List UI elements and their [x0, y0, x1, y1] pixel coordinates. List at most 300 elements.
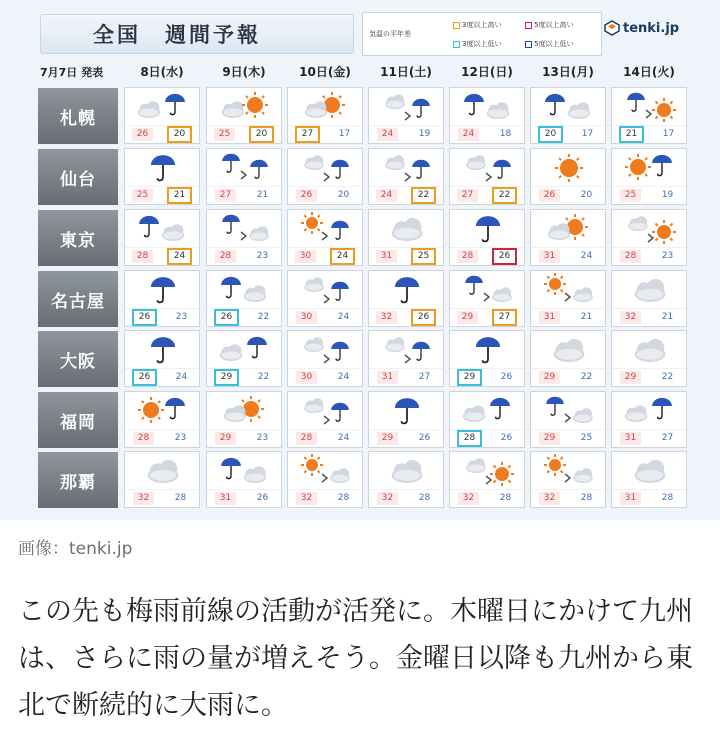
temperature-row [531, 489, 605, 507]
city-label: 東京 [38, 210, 118, 266]
temperature-row [288, 489, 362, 507]
cloud-then-sun-icon [614, 210, 686, 248]
max-temp: 30 [296, 371, 317, 384]
max-temp: 21 [619, 126, 644, 143]
umbrella-shape [627, 93, 645, 111]
forecast-title-banner [40, 14, 354, 54]
max-temp: 30 [295, 250, 316, 263]
temperature-row [450, 125, 524, 143]
min-temp: 20 [337, 190, 350, 200]
rain-icon [452, 331, 524, 369]
temperature-row [612, 186, 686, 204]
min-temp: 22 [580, 372, 593, 382]
umbrella-shape [652, 155, 672, 176]
min-temp: 27 [661, 433, 674, 443]
sun-shape [555, 154, 583, 182]
min-temp: 22 [257, 312, 270, 322]
temperature-row [125, 429, 199, 447]
cloud-icon [614, 452, 686, 490]
sun-rain-icon [127, 392, 199, 430]
temperature-row [450, 186, 524, 204]
min-temp: 19 [418, 129, 431, 139]
day-header: 13日(月) [542, 65, 594, 79]
umbrella-shape [331, 282, 349, 300]
city-label: 札幌 [38, 88, 118, 144]
forecast-cell [368, 391, 444, 448]
day-header: 11日(土) [380, 65, 432, 79]
forecast-cell [124, 148, 200, 205]
temperature-row [612, 247, 686, 265]
forecast-cell [530, 391, 606, 448]
max-temp: 28 [296, 432, 317, 445]
min-temp: 21 [661, 312, 674, 322]
min-temp: 24 [337, 433, 350, 443]
cloud-shape [162, 224, 184, 241]
legend-item-cool: 3度以上低い [453, 39, 501, 49]
min-temp: 26 [500, 433, 513, 443]
max-temp: 28 [457, 250, 478, 263]
day-header: 14日(火) [623, 65, 675, 79]
forecast-cell [206, 87, 282, 144]
max-temp: 29 [215, 432, 236, 445]
umbrella-shape [331, 160, 349, 178]
cloud-shape [244, 466, 266, 483]
min-temp: 21 [580, 312, 593, 322]
min-temp: 28 [580, 493, 593, 503]
max-temp: 25 [620, 189, 641, 202]
legend-item-hot: 5度以上高い [525, 20, 573, 30]
max-temp: 32 [296, 492, 317, 505]
temperature-row [288, 368, 362, 386]
min-temp: 26 [492, 248, 517, 265]
temperature-legend [362, 12, 602, 56]
tenki-logo [604, 20, 679, 36]
max-temp: 24 [458, 128, 479, 141]
min-temp: 25 [580, 433, 593, 443]
max-temp: 31 [539, 250, 560, 263]
forecast-cell [124, 330, 200, 387]
max-temp: 32 [458, 492, 479, 505]
tenki-logo-icon [604, 20, 620, 36]
sun-shape [544, 454, 566, 476]
max-temp: 32 [377, 492, 398, 505]
forecast-cell [449, 330, 525, 387]
cloud-shape [304, 398, 324, 413]
city-label: 那覇 [38, 452, 118, 508]
sun-shape [652, 220, 676, 244]
forecast-cell [611, 209, 687, 266]
min-temp: 24 [337, 312, 350, 322]
max-temp: 31 [215, 492, 236, 505]
cloud-shape [466, 458, 486, 473]
rain-icon [127, 271, 199, 309]
cloud-rain-icon [614, 392, 686, 430]
forecast-cell [368, 270, 444, 327]
forecast-cell [368, 451, 444, 508]
cloud-shape [385, 337, 405, 352]
cloud-rain-icon [452, 392, 524, 430]
cloud-shape [635, 460, 666, 483]
cloud-shape [330, 468, 350, 483]
sun-icon [533, 149, 605, 187]
forecast-cell [530, 87, 606, 144]
cloud-shape [635, 279, 666, 302]
max-temp: 31 [620, 492, 641, 505]
cloud-shape [304, 337, 324, 352]
sun-rain-icon [614, 149, 686, 187]
max-temp: 31 [377, 371, 398, 384]
forecast-cell [530, 330, 606, 387]
cloud-shape [625, 405, 647, 422]
forecast-cell [287, 270, 363, 327]
forecast-cell [287, 87, 363, 144]
umbrella-shape [247, 337, 267, 358]
cloud-shape [554, 339, 585, 362]
min-temp: 20 [167, 126, 192, 143]
min-temp: 23 [256, 251, 269, 261]
temperature-row [369, 429, 443, 447]
min-temp: 26 [256, 493, 269, 503]
umbrella-shape [412, 342, 430, 360]
rain-cloud-icon [452, 88, 524, 126]
cloud-rain-icon [127, 88, 199, 126]
rain-cloud-icon [127, 210, 199, 248]
temperature-row [450, 489, 524, 507]
min-temp: 22 [661, 372, 674, 382]
cloud-shape [222, 101, 244, 118]
cloud-shape [138, 101, 160, 118]
forecast-cell [611, 451, 687, 508]
forecast-cell [206, 451, 282, 508]
cloud-then-rain-icon [371, 88, 443, 126]
min-temp: 22 [257, 372, 270, 382]
forecast-cell [449, 87, 525, 144]
cloud-shape [573, 408, 593, 423]
max-temp: 28 [215, 250, 236, 263]
max-temp: 29 [457, 369, 482, 386]
forecast-cell [449, 148, 525, 205]
cloud-shape [224, 405, 246, 422]
forecast-cell [449, 451, 525, 508]
max-temp: 28 [132, 250, 153, 263]
temperature-row [531, 186, 605, 204]
cloud-shape [568, 102, 590, 119]
cloud-then-rain-icon [371, 331, 443, 369]
umbrella-shape [165, 94, 185, 115]
cloud-shape [220, 344, 242, 361]
sun-cloud-icon [290, 88, 362, 126]
sun-shape [625, 154, 651, 180]
umbrella-shape [139, 216, 159, 237]
max-temp: 29 [539, 371, 560, 384]
temperature-row [531, 368, 605, 386]
max-temp: 32 [376, 311, 397, 324]
legend-item-warm: 3度以上高い [453, 20, 501, 30]
umbrella-shape [221, 277, 241, 298]
cloud-then-rain-icon [290, 331, 362, 369]
cloud-shape [487, 102, 509, 119]
temperature-row [369, 489, 443, 507]
cloud-shape [385, 94, 405, 109]
temperature-row [612, 125, 686, 143]
min-temp: 17 [338, 129, 351, 139]
temperature-row [207, 308, 281, 326]
umbrella-shape [464, 94, 484, 115]
legend-label: 気温の平年差 [369, 30, 411, 38]
min-temp: 28 [661, 493, 674, 503]
umbrella-shape [165, 398, 185, 419]
sun-then-cloud-icon [290, 452, 362, 490]
forecast-cell [206, 209, 282, 266]
umbrella-shape [222, 215, 240, 233]
umbrella-shape [476, 337, 500, 362]
temperature-row [450, 308, 524, 326]
sun-shape [490, 462, 514, 486]
umbrella-shape [493, 160, 511, 178]
cloud-then-rain-icon [290, 149, 362, 187]
forecast-cell [530, 209, 606, 266]
temperature-row [207, 125, 281, 143]
min-temp: 17 [581, 129, 594, 139]
forecast-cell [611, 270, 687, 327]
umbrella-shape [250, 160, 268, 178]
cloud-shape [385, 155, 405, 170]
max-temp: 26 [132, 128, 153, 141]
cloud-shape [573, 468, 593, 483]
cloud-shape [148, 460, 179, 483]
temperature-row [369, 368, 443, 386]
cloud-sun-icon [209, 88, 281, 126]
min-temp: 23 [174, 433, 187, 443]
forecast-cell [206, 391, 282, 448]
sun-shape [242, 92, 268, 118]
sun-shape [301, 454, 323, 476]
forecast-cell [287, 330, 363, 387]
forecast-cell [124, 87, 200, 144]
cloud-shape [304, 155, 324, 170]
forecast-cell [530, 270, 606, 327]
forecast-cell [206, 330, 282, 387]
max-temp: 29 [539, 432, 560, 445]
cloud-rain-icon [209, 331, 281, 369]
temperature-row [125, 489, 199, 507]
max-temp: 32 [133, 492, 154, 505]
cloud-icon [371, 210, 443, 248]
temperature-row [612, 368, 686, 386]
sun-then-cloud-icon [533, 452, 605, 490]
temperature-row [288, 125, 362, 143]
temperature-row [531, 247, 605, 265]
sun-cloud-icon [209, 392, 281, 430]
max-temp: 31 [539, 311, 560, 324]
sun-shape [652, 98, 676, 122]
rain-icon [371, 392, 443, 430]
rain-cloud-icon [533, 88, 605, 126]
forecast-cell [530, 451, 606, 508]
rain-icon [127, 149, 199, 187]
forecast-cell [368, 87, 444, 144]
forecast-cell [611, 148, 687, 205]
legend-item-cold: 5度以上低い [525, 39, 573, 49]
forecast-cell [287, 451, 363, 508]
temperature-row [450, 429, 524, 447]
rain-icon [127, 331, 199, 369]
umbrella-shape [395, 398, 419, 423]
temperature-row [288, 429, 362, 447]
day-header: 9日(木) [222, 65, 266, 79]
forecast-cell [287, 209, 363, 266]
umbrella-shape [546, 397, 564, 415]
rain-then-cloud-icon [533, 392, 605, 430]
forecast-cell [530, 148, 606, 205]
umbrella-shape [222, 154, 240, 172]
temperature-row [125, 247, 199, 265]
min-temp: 20 [580, 190, 593, 200]
min-temp: 26 [411, 309, 436, 326]
max-temp: 25 [214, 128, 235, 141]
cloud-shape [392, 460, 423, 483]
temperature-row [450, 368, 524, 386]
city-label: 名古屋 [38, 271, 118, 327]
day-header: 8日(水) [140, 65, 184, 79]
umbrella-shape [331, 403, 349, 421]
umbrella-shape [331, 221, 349, 239]
temperature-row [125, 308, 199, 326]
temperature-row [369, 247, 443, 265]
cloud-icon [371, 452, 443, 490]
umbrella-shape [151, 155, 175, 180]
temperature-row [612, 489, 686, 507]
max-temp: 32 [539, 492, 560, 505]
temperature-row [125, 186, 199, 204]
brand-name: tenki.jp [623, 20, 680, 36]
sun-shape [301, 212, 323, 234]
forecast-cell [124, 451, 200, 508]
cloud-shape [244, 285, 266, 302]
forecast-cell [368, 330, 444, 387]
forecast-cell [124, 391, 200, 448]
rain-icon [452, 210, 524, 248]
rain-cloud-icon [209, 452, 281, 490]
temperature-row [531, 429, 605, 447]
max-temp: 28 [133, 432, 154, 445]
issued-date: 7月7日 発表 [40, 66, 104, 79]
umbrella-shape [545, 94, 565, 115]
sun-shape [138, 397, 164, 423]
min-temp: 23 [661, 251, 674, 261]
min-temp: 21 [256, 190, 269, 200]
forecast-cell [368, 209, 444, 266]
forecast-cell [124, 209, 200, 266]
cloud-shape [573, 287, 593, 302]
min-temp: 28 [174, 493, 187, 503]
city-label: 仙台 [38, 149, 118, 205]
max-temp: 29 [214, 369, 239, 386]
sun-shape [544, 273, 566, 295]
cloud-shape [548, 223, 570, 240]
min-temp: 25 [411, 248, 436, 265]
temperature-row [207, 368, 281, 386]
min-temp: 22 [411, 187, 436, 204]
cloud-icon [614, 271, 686, 309]
max-temp: 26 [132, 369, 157, 386]
cloud-then-sun-icon [452, 452, 524, 490]
max-temp: 27 [457, 189, 478, 202]
umbrella-shape [151, 337, 175, 362]
temperature-row [531, 308, 605, 326]
max-temp: 27 [215, 189, 236, 202]
min-temp: 19 [661, 190, 674, 200]
sun-then-cloud-icon [533, 271, 605, 309]
day-header: 12日(日) [461, 65, 513, 79]
forecast-cell [611, 391, 687, 448]
cloud-icon [614, 331, 686, 369]
umbrella-shape [412, 160, 430, 178]
max-temp: 29 [457, 311, 478, 324]
max-temp: 26 [539, 189, 560, 202]
umbrella-shape [652, 398, 672, 419]
min-temp: 24 [175, 372, 188, 382]
forecast-cell [449, 270, 525, 327]
cloud-then-rain-icon [290, 392, 362, 430]
rain-then-cloud-icon [452, 271, 524, 309]
forecast-cell [611, 330, 687, 387]
sun-cloud-icon [533, 210, 605, 248]
cloud-then-rain-icon [290, 271, 362, 309]
umbrella-shape [221, 458, 241, 479]
cloud-icon [127, 452, 199, 490]
cloud-shape [466, 155, 486, 170]
image-credit: 画像：tenki.jp [18, 539, 133, 559]
temperature-row [450, 247, 524, 265]
umbrella-shape [412, 99, 430, 117]
cloud-then-rain-icon [371, 149, 443, 187]
temperature-row [288, 247, 362, 265]
sun-then-rain-icon [290, 210, 362, 248]
min-temp: 28 [418, 493, 431, 503]
cloud-shape [492, 287, 512, 302]
cloud-shape [249, 226, 269, 241]
temperature-row [207, 186, 281, 204]
forecast-title: 全国 週間予報 [93, 23, 261, 47]
temperature-row [369, 125, 443, 143]
cloud-icon [533, 331, 605, 369]
min-temp: 24 [167, 248, 192, 265]
cloud-shape [463, 405, 485, 422]
temperature-row [207, 247, 281, 265]
forecast-cell [206, 270, 282, 327]
min-temp: 24 [337, 372, 350, 382]
min-temp: 27 [492, 309, 517, 326]
min-temp: 17 [662, 129, 675, 139]
forecast-cell [287, 391, 363, 448]
min-temp: 26 [500, 372, 513, 382]
rain-icon [371, 271, 443, 309]
temperature-row [612, 308, 686, 326]
max-temp: 26 [132, 309, 157, 326]
rain-then-sun-icon [614, 88, 686, 126]
umbrella-shape [476, 216, 500, 241]
temperature-row [207, 429, 281, 447]
city-label: 福岡 [38, 392, 118, 448]
temperature-row [531, 125, 605, 143]
umbrella-shape [331, 342, 349, 360]
cloud-shape [305, 101, 327, 118]
min-temp: 22 [492, 187, 517, 204]
umbrella-shape [490, 398, 510, 419]
forecast-cell [124, 270, 200, 327]
umbrella-shape [395, 277, 419, 302]
